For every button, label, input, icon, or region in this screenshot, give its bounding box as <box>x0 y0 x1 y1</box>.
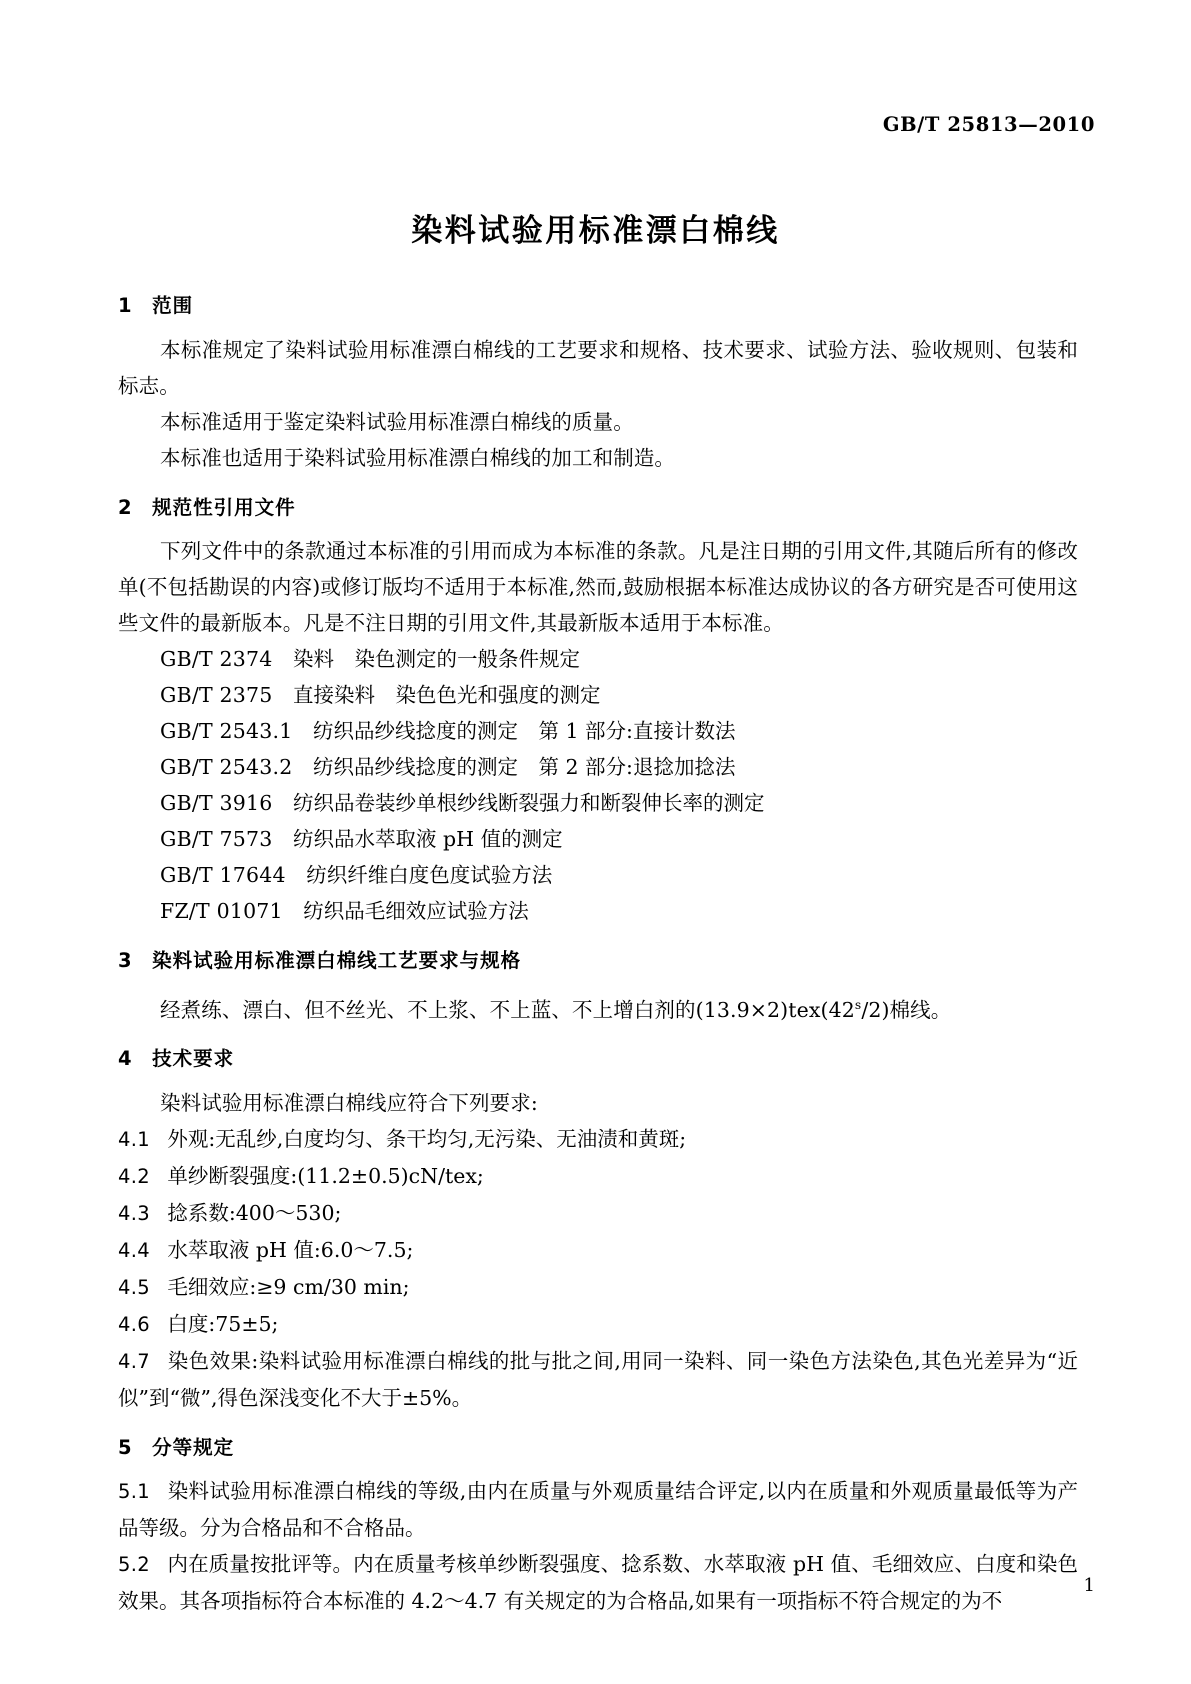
clause-number: 5.1 <box>118 1480 150 1504</box>
section-heading-5 <box>118 1435 1078 1459</box>
clause-number: 4.2 <box>118 1164 150 1188</box>
reference-title: 纺织纤维白度色度试验方法 <box>306 863 553 887</box>
reference-title: 纺织品纱线捻度的测定 <box>312 755 518 779</box>
reference-code: GB/T 17644 <box>160 863 286 887</box>
reference-subtitle: 第 1 部分:直接计数法 <box>538 719 736 743</box>
reference-code: GB/T 7573 <box>160 827 273 851</box>
section-2-paragraph-1: 下列文件中的条款通过本标准的引用而成为本标准的条款。凡是注日期的引用文件,其随后所有的修改单(不包括勘误的内容)或修订版均不适用于本标准,然而,鼓励根据本标准达成协议的各方研究是否可使用这些文件的最新版本。凡是不注日期的引用文件,其最新版本适用于本标准。 <box>118 539 1078 635</box>
clause-text: 单纱断裂强度:(11.2±0.5)cN/tex; <box>167 1163 484 1188</box>
clause-number: 4.3 <box>118 1201 150 1225</box>
clause-4-2 <box>118 1158 1078 1195</box>
reference-title: 纺织品卷装纱单根纱线断裂强力和断裂伸长率的测定 <box>293 791 765 815</box>
clause-text: 捻系数:400～530; <box>167 1200 342 1225</box>
clause-4-3 <box>118 1195 1078 1232</box>
section-3-number: 3 <box>118 949 133 972</box>
section-heading-1 <box>118 296 1078 316</box>
reference-title: 染料 <box>293 647 335 671</box>
section-1-paragraph-1: 本标准规定了染料试验用标准漂白棉线的工艺要求和规格、技术要求、试验方法、验收规则、包装和标志。 <box>118 337 1078 398</box>
clause-4-4 <box>118 1232 1078 1269</box>
clause-text: 染色效果:染料试验用标准漂白棉线的批与批之间,用同一染料、同一染色方法染色,其色光差异为“近似”到“微”,得色深浅变化不大于±5%。 <box>118 1348 1078 1410</box>
section-2-title: 规范性引用文件 <box>152 495 296 519</box>
reference-subtitle: 染色测定的一般条件规定 <box>354 647 581 671</box>
clause-4-5 <box>118 1269 1078 1306</box>
reference-code: GB/T 2374 <box>160 647 273 671</box>
reference-item <box>118 821 1078 857</box>
section-1-title: 范围 <box>152 294 194 317</box>
section-5-number: 5 <box>118 1435 133 1459</box>
clause-text: 染料试验用标准漂白棉线的等级,由内在质量与外观质量结合评定,以内在质量和外观质量最低等为产品等级。分为合格品和不合格品。 <box>118 1479 1078 1541</box>
clause-text: 毛细效应:≥9 cm/30 min; <box>167 1274 410 1299</box>
reference-item <box>118 857 1078 893</box>
reference-item <box>118 641 1078 677</box>
clause-5-1 <box>118 1473 1078 1546</box>
clause-text: 白度:75±5; <box>167 1311 279 1336</box>
clause-number: 4.7 <box>118 1349 150 1373</box>
running-header-standard-number: GB/T 25813—2010 <box>882 113 1095 136</box>
section-heading-4 <box>118 1049 1078 1069</box>
reference-code: GB/T 2543.2 <box>160 755 293 779</box>
section-heading-3 <box>118 951 1078 971</box>
clause-text: 内在质量按批评等。内在质量考核单纱断裂强度、捻系数、水萃取液 pH 值、毛细效应、白度和染色效果。其各项指标符合本标准的 4.2～4.7 有关规定的为合格品,如果有一项指标不符合规定的为不 <box>118 1552 1078 1614</box>
section-1-paragraph-3: 本标准也适用于染料试验用标准漂白棉线的加工和制造。 <box>160 445 676 470</box>
clause-number: 5.2 <box>118 1553 150 1577</box>
section-4-intro: 染料试验用标准漂白棉线应符合下列要求: <box>160 1090 538 1115</box>
reference-title: 纺织品毛细效应试验方法 <box>303 899 529 923</box>
section-3-text-part1: 经煮练、漂白、但不丝光、不上浆、不上蓝、不上增白剂的(13.9×2)tex(42 <box>160 997 855 1022</box>
reference-code: GB/T 3916 <box>160 791 273 815</box>
section-4-number: 4 <box>118 1047 133 1071</box>
reference-title: 直接染料 <box>293 683 376 707</box>
reference-item <box>118 893 1078 929</box>
section-3-text-part2: /2)棉线。 <box>861 997 952 1022</box>
reference-title: 纺织品水萃取液 pH 值的测定 <box>293 827 563 851</box>
reference-item <box>118 713 1078 749</box>
clause-number: 4.6 <box>118 1312 150 1336</box>
section-2-number: 2 <box>118 495 133 519</box>
clause-text: 外观:无乱纱,白度均匀、条干均匀,无污染、无油渍和黄斑; <box>167 1126 687 1151</box>
clause-number: 4.1 <box>118 1127 150 1151</box>
reference-item <box>118 677 1078 713</box>
section-1-paragraph-2: 本标准适用于鉴定染料试验用标准漂白棉线的质量。 <box>160 409 634 434</box>
reference-item <box>118 785 1078 821</box>
section-1-number: 1 <box>118 294 133 317</box>
reference-code: GB/T 2543.1 <box>160 719 293 743</box>
clause-5-2 <box>118 1546 1078 1619</box>
clause-number: 4.4 <box>118 1238 150 1262</box>
clause-4-1 <box>118 1121 1078 1158</box>
page-title: 染料试验用标准漂白棉线 <box>411 213 780 249</box>
reference-subtitle: 染色色光和强度的测定 <box>395 683 601 707</box>
reference-subtitle: 第 2 部分:退捻加捻法 <box>538 755 736 779</box>
page-number: 1 <box>1083 1575 1095 1596</box>
clause-number: 4.5 <box>118 1275 150 1299</box>
section-heading-2 <box>118 495 1078 519</box>
section-3-paragraph-1 <box>118 987 1078 1028</box>
reference-code: GB/T 2375 <box>160 683 273 707</box>
section-3-title: 染料试验用标准漂白棉线工艺要求与规格 <box>152 949 522 972</box>
section-4-title: 技术要求 <box>152 1047 235 1071</box>
clause-text: 水萃取液 pH 值:6.0～7.5; <box>167 1237 414 1262</box>
document-body <box>118 296 1078 1619</box>
section-3-superscript: s <box>854 997 862 1012</box>
reference-code: FZ/T 01071 <box>160 899 283 923</box>
section-5-title: 分等规定 <box>152 1435 235 1459</box>
reference-item <box>118 749 1078 785</box>
reference-title: 纺织品纱线捻度的测定 <box>312 719 518 743</box>
clause-4-7 <box>118 1343 1078 1416</box>
clause-4-6 <box>118 1306 1078 1343</box>
